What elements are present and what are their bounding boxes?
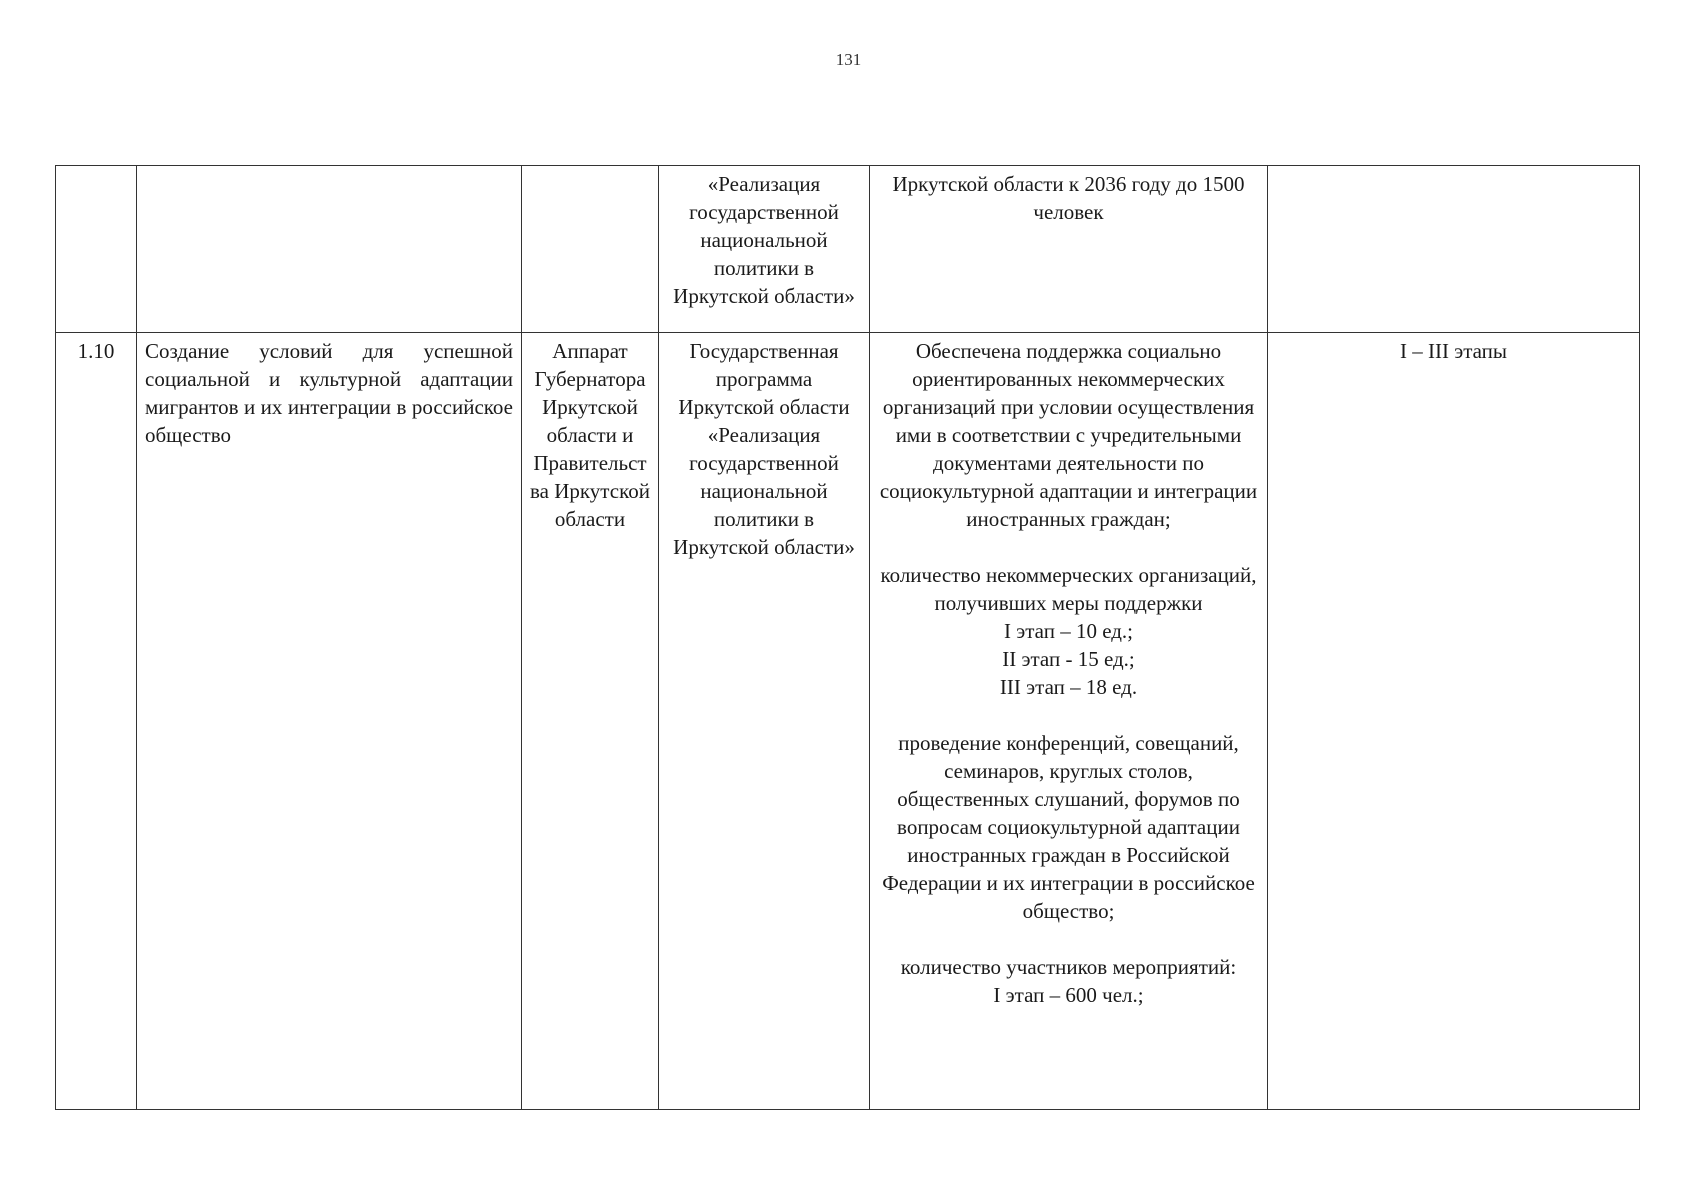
- stage-value: I этап – 10 ед.;: [1003, 619, 1134, 643]
- cell-measure-name: Создание условий для успешной социальной и культурной адаптации мигрантов и их интеграции в российское общество: [137, 333, 522, 1110]
- stage-value: III этап – 18 ед.: [999, 675, 1138, 699]
- cell-term: I – III этапы: [1268, 333, 1640, 1110]
- stage-value: II этап - 15 ед.;: [1002, 647, 1135, 671]
- table-row: [56, 333, 1640, 1110]
- cell-program: «Реализация государственной национальной политики в Иркутской области»: [659, 166, 870, 333]
- page-number: 131: [835, 50, 862, 69]
- result-paragraph: количество некоммерческих организаций, получивших меры поддержки: [880, 563, 1257, 615]
- cell-program: Государственная программа Иркутской области «Реализация государственной национальной политики в Иркутской области»: [659, 333, 870, 1110]
- table-row: [56, 166, 1640, 333]
- cell-executor: [522, 166, 659, 333]
- result-paragraph: количество участников мероприятий:: [900, 955, 1237, 979]
- cell-number: [56, 166, 137, 333]
- cell-result: [870, 333, 1268, 1110]
- cell-number: 1.10: [56, 333, 137, 1110]
- cell-result: Иркутской области к 2036 году до 1500 человек: [870, 166, 1268, 333]
- result-paragraph: Обеспечена поддержка социально ориентированных некоммерческих организаций при условии осуществления ими в соответствии с учредительными документами деятельности по социокультурной адаптации и интеграции иностранных граждан;: [879, 339, 1258, 531]
- cell-measure-name: [137, 166, 522, 333]
- cell-term: [1268, 166, 1640, 333]
- result-paragraph: проведение конференций, совещаний, семинаров, круглых столов, общественных слушаний, форумов по вопросам социокультурной адаптации иностранных граждан в Российской Федерации и их интеграции в российское общество;: [882, 731, 1255, 923]
- cell-executor: Аппарат Губернатора Иркутской области и Правительства Иркутской области: [522, 333, 659, 1110]
- stage-value: I этап – 600 чел.;: [993, 983, 1144, 1007]
- plan-table: [55, 165, 1640, 1110]
